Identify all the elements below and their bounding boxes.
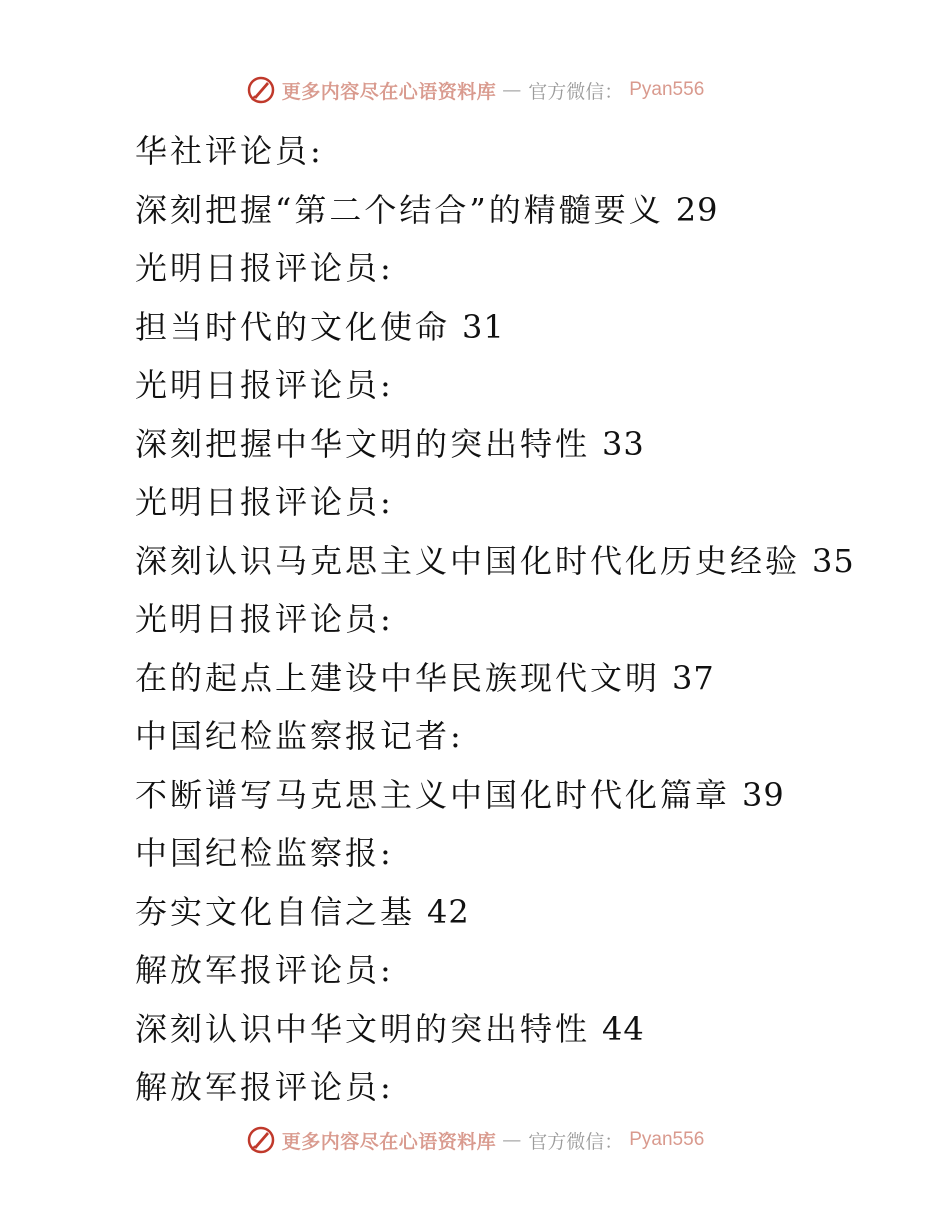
toc-line: [135, 415, 915, 474]
toc-line-text: 中国纪检监察报记者:: [135, 717, 464, 755]
toc-line: [135, 298, 915, 357]
watermark-text: 更多内容尽在心语资料库: [281, 80, 497, 103]
toc-page-number: 42: [427, 892, 470, 931]
toc-line: [135, 824, 915, 883]
toc-page-number: 31: [462, 307, 505, 346]
watermark-contact-label: 官方微信：: [528, 80, 624, 103]
watermark-contact-label: 官方微信：: [528, 1130, 624, 1153]
toc-list: [135, 122, 915, 1117]
toc-line: [135, 941, 915, 1000]
footer-watermark: [0, 1122, 950, 1158]
toc-page-number: 33: [602, 424, 645, 463]
toc-line-text: 光明日报评论员:: [135, 249, 394, 287]
toc-page-number: 44: [602, 1009, 645, 1048]
toc-page-number: 35: [812, 541, 855, 580]
toc-line-text: 不断谱写马克思主义中国化时代化篇章: [135, 775, 731, 814]
toc-line-text: 解放军报评论员:: [135, 1068, 394, 1106]
toc-line: [135, 883, 915, 942]
toc-line: [135, 122, 915, 181]
toc-line: [135, 181, 915, 240]
toc-line-text: 深刻认识马克思主义中国化时代化历史经验: [135, 541, 801, 580]
toc-line: [135, 473, 915, 532]
toc-line: [135, 766, 915, 825]
toc-line-text: 深刻认识中华文明的突出特性: [135, 1009, 591, 1048]
toc-line-text: 华社评论员:: [135, 132, 324, 170]
toc-page-number: 39: [742, 775, 785, 814]
toc-line-text: 光明日报评论员:: [135, 366, 394, 404]
toc-line-text: 解放军报评论员:: [135, 951, 394, 989]
header-watermark: [0, 72, 950, 108]
toc-line-text: 深刻把握“第二个结合”的精髓要义: [135, 190, 664, 229]
toc-line-text: 在的起点上建设中华民族现代文明: [135, 658, 661, 697]
toc-line: [135, 1000, 915, 1059]
toc-line: [135, 649, 915, 708]
toc-line-text: 深刻把握中华文明的突出特性: [135, 424, 591, 463]
toc-line: [135, 1058, 915, 1117]
quill-logo-icon: [246, 1125, 276, 1155]
watermark-text: 更多内容尽在心语资料库: [281, 1130, 497, 1153]
toc-line-text: 光明日报评论员:: [135, 600, 394, 638]
toc-line: [135, 356, 915, 415]
toc-page-number: 37: [672, 658, 715, 697]
toc-page-number: 29: [675, 190, 719, 229]
quill-logo-icon: [246, 75, 276, 105]
toc-line-text: 担当时代的文化使命: [135, 307, 451, 346]
watermark-contact-handle: Pyan556: [629, 1129, 705, 1150]
toc-line: [135, 590, 915, 649]
toc-line: [135, 239, 915, 298]
watermark-contact-handle: Pyan556: [629, 79, 705, 100]
toc-line-text: 光明日报评论员:: [135, 483, 394, 521]
toc-line: [135, 532, 915, 591]
watermark-separator: —: [502, 79, 523, 101]
toc-line-text: 中国纪检监察报:: [135, 834, 394, 872]
toc-line-text: 夯实文化自信之基: [135, 892, 416, 931]
toc-line: [135, 707, 915, 766]
watermark-separator: —: [502, 1129, 523, 1151]
